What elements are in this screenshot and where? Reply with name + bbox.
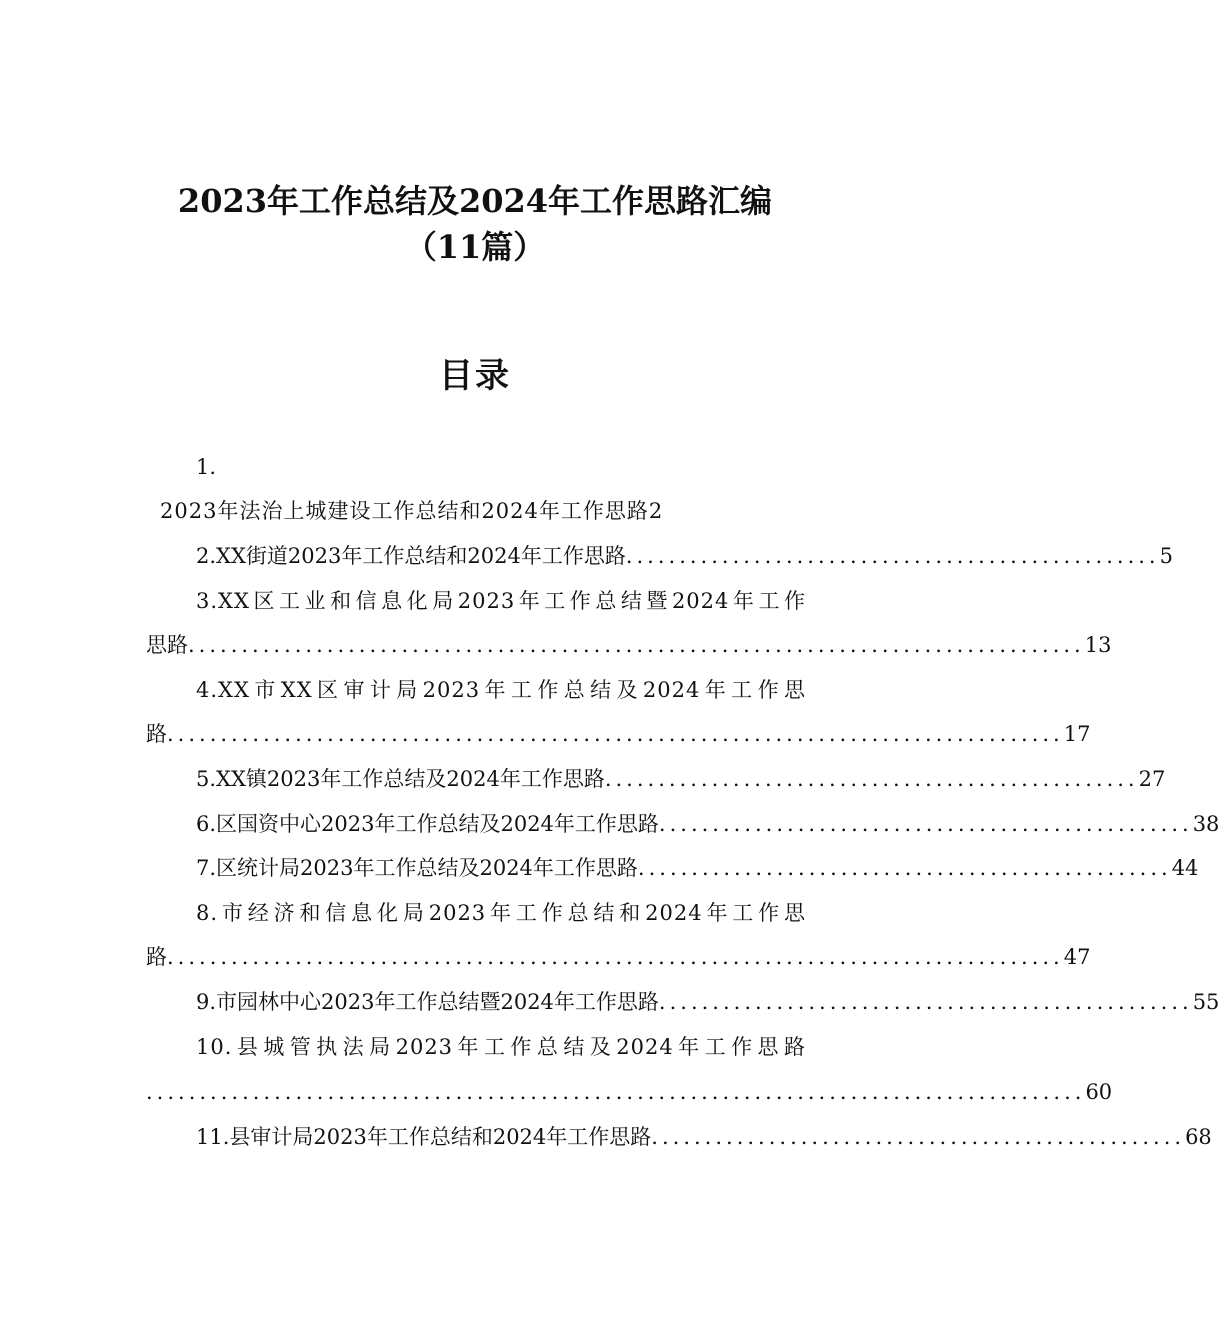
- toc-entry-8-cont-text: 路: [146, 945, 167, 969]
- toc-entry-6-page: 38: [1192, 812, 1219, 836]
- toc-entry-10-page: 60: [1085, 1080, 1113, 1104]
- toc-entry-5[interactable]: [196, 764, 1166, 794]
- toc-entry-3-cont[interactable]: [146, 630, 1112, 660]
- toc-entry-7-title: 7.区统计局2023年工作总结及2024年工作思路: [196, 856, 638, 880]
- toc-entry-3-title[interactable]: 3.XX区工业和信息化局2023年工作总结暨2024年工作: [196, 589, 806, 613]
- toc-leader-dots: ..................................................: [625, 544, 1160, 568]
- toc-heading: 目录: [439, 356, 511, 396]
- document-subtitle-count: （11篇）: [404, 228, 546, 266]
- toc-entry-10-title[interactable]: 10.县城管执法局2023年工作总结及2024年工作思路: [196, 1035, 806, 1059]
- toc-entry-10-cont[interactable]: [146, 1077, 1113, 1107]
- toc-entry-1-number[interactable]: 1.: [196, 455, 217, 479]
- toc-entry-4-cont[interactable]: [146, 719, 1091, 749]
- toc-entry-7-page: 44: [1171, 856, 1199, 880]
- toc-entry-3-cont-text: 思路: [146, 633, 188, 657]
- toc-entry-6-title: 6.区国资中心2023年工作总结及2024年工作思路: [196, 812, 659, 836]
- toc-entry-1[interactable]: 2023年法治上城建设工作总结和2024年工作思路2: [160, 499, 664, 523]
- toc-entry-11-page: 68: [1185, 1125, 1212, 1149]
- toc-entry-6[interactable]: [196, 809, 1219, 839]
- toc-leader-dots: ..................................................: [637, 856, 1172, 880]
- toc-entry-11-title: 11.县审计局2023年工作总结和2024年工作思路: [196, 1125, 652, 1149]
- toc-entry-5-title: 5.XX镇2023年工作总结及2024年工作思路: [196, 767, 605, 791]
- toc-entry-2-title: 2.XX街道2023年工作总结和2024年工作思路: [196, 544, 626, 568]
- toc-entry-7[interactable]: [196, 853, 1199, 883]
- document-title: 2023年工作总结及2024年工作思路汇编: [177, 182, 773, 220]
- toc-leader-dots: ....................................................................................: [188, 633, 1085, 657]
- toc-entry-9[interactable]: [196, 987, 1219, 1017]
- toc-entry-2-page: 5: [1159, 544, 1173, 568]
- toc-entry-3-page: 13: [1084, 633, 1112, 657]
- toc-leader-dots: ..................................................: [658, 990, 1193, 1014]
- toc-entry-5-page: 27: [1138, 767, 1166, 791]
- toc-entry-9-page: 55: [1192, 990, 1219, 1014]
- toc-entry-4-cont-text: 路: [146, 722, 167, 746]
- toc-entry-11[interactable]: [196, 1122, 1212, 1152]
- toc-entry-2[interactable]: [196, 541, 1173, 571]
- toc-entry-4-page: 17: [1063, 722, 1091, 746]
- toc-entry-9-title: 9.市园林中心2023年工作总结暨2024年工作思路: [196, 990, 659, 1014]
- toc-leader-dots: ....................................................................................: [167, 945, 1064, 969]
- toc-entry-4-title[interactable]: 4.XX市XX区审计局2023年工作总结及2024年工作思: [196, 678, 806, 702]
- toc-leader-dots: ....................................................................................: [167, 722, 1064, 746]
- toc-entry-8-page: 47: [1063, 945, 1091, 969]
- toc-leader-dots: ..................................................: [658, 812, 1193, 836]
- toc-leader-dots: ..................................................: [604, 767, 1139, 791]
- toc-entry-8-title[interactable]: 8.市经济和信息化局2023年工作总结和2024年工作思: [196, 901, 806, 925]
- toc-leader-dots: ..................................................: [651, 1125, 1186, 1149]
- toc-leader-dots: ........................................................................................: [146, 1080, 1086, 1104]
- toc-entry-8-cont[interactable]: [146, 942, 1091, 972]
